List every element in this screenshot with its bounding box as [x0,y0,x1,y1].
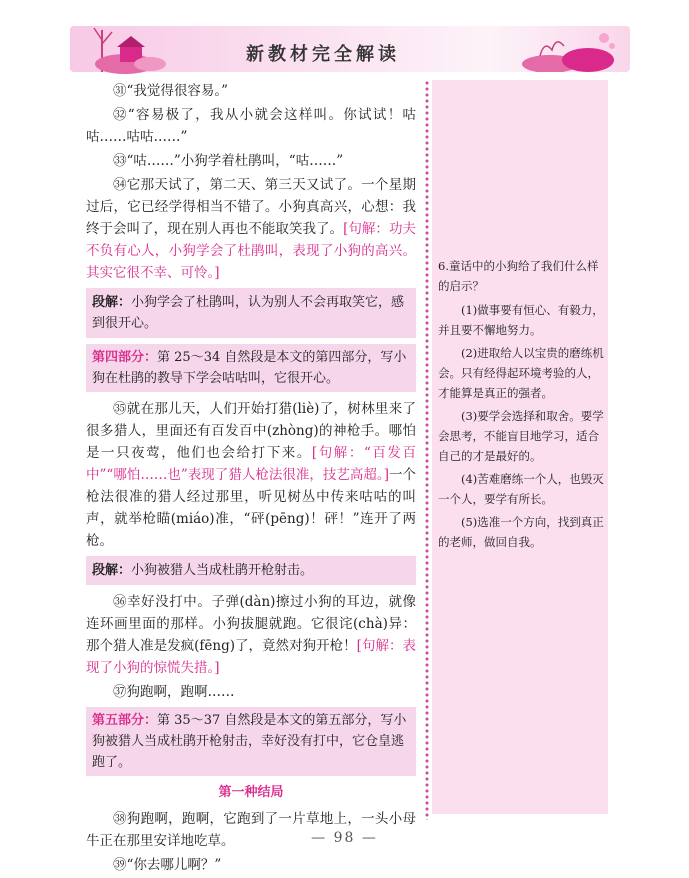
part-five-box [86,707,416,776]
paragraph-36 [86,591,416,679]
summary-text: 小狗被猎人当成杜鹃开枪射击。 [131,563,314,578]
side-notes-panel [432,80,608,814]
paragraph-31: ㉛“我觉得很容易。” [113,83,229,99]
summary-text: 小狗学会了杜鹃叫，认为别人不会再取笑它，感到很开心。 [92,295,405,331]
sentence-annotation: [句解：“百发百中”“哪怕……也”表现了猎人枪法很准，技艺高超。] [86,445,416,483]
paragraph-38: ㊳狗跑啊，跑啊，它跑到了一片草地上，一头小母牛正在那里安详地吃草。 [86,811,416,849]
paragraph-39: ㊴“你去哪儿啊？” [113,857,222,873]
sentence-annotation: [句解：表现了小狗的惊慌失措。] [86,638,416,676]
paragraph-34-text: ㉞它那天试了，第二天、第三天又试了。一个星期过后，它已经学得相当不错了。小狗真高兴，心想：我终于会叫了，现在别人再也不能取笑我了。 [86,177,416,237]
paragraph-35-text-b: 一个枪法很准的猎人经过那里，听见树丛中传来咕咕的叫声，就举枪瞄(miáo)准，“砰(pēng)！砰！”连开了两枪。 [86,467,416,549]
part-text: 第 25～34 自然段是本文的第四部分，写小狗在杜鹃的教导下学会咕咕叫，它很开心。 [92,350,407,386]
side-answer: (5)选准一个方向，找到真正的老师，做回自我。 [438,515,604,549]
page-header [0,0,689,78]
paragraph-33: ㉝“咕……”小狗学着杜鹃叫，“咕……” [113,153,344,169]
paragraph-summary-box [86,288,416,338]
summary-label: 段解： [92,563,132,578]
main-text-column [86,80,416,878]
side-answer: (3)要学会选择和取舍。要学会思考，不能盲目地学习，适合自己的才是最好的。 [438,409,604,463]
paragraph-summary-box [86,556,416,585]
paragraph-34 [86,174,416,284]
part-label: 第四部分： [92,350,158,365]
paragraph-36-text: ㊱幸好没打中。子弹(dàn)擦过小狗的耳边，就像连环画里面的那样。小狗拔腿就跑。它很诧(chà)异：那个猎人准是发疯(fēng)了，竟然对狗开枪！ [86,594,416,654]
summary-label: 段解： [92,295,132,310]
side-answer: (2)进取给人以宝贵的磨练机会。只有经得起环境考验的人，才能算是真正的强者。 [438,346,604,400]
house-tree-illustration-icon [80,22,170,74]
paragraph-35 [86,398,416,552]
side-answer: (1)做事要有恒心、有毅力，并且要不懈地努力。 [438,303,604,337]
header-title: 新教材完全解读 [246,44,400,65]
page-number: — 98 — [311,830,378,846]
side-question: 6.童话中的小狗给了我们什么样的启示？ [438,259,599,293]
part-four-box [86,344,416,392]
column-divider [425,80,429,820]
part-label: 第五部分： [92,713,158,728]
sentence-annotation: [句解：功夫不负有心人，小狗学会了杜鹃叫，表现了小狗的高兴。其实它很不幸、可怜。] [86,221,416,281]
paragraph-32: ㉜“容易极了，我从小就会这样叫。你试试！咕咕……咕咕……” [86,107,416,145]
side-notes-content [438,256,604,555]
side-answer: (4)苦难磨练一个人，也毁灭一个人，要学有所长。 [438,472,604,506]
section-title: 第一种结局 [218,785,284,800]
paragraph-35-text-a: ㉟就在那儿天，人们开始打猎(liè)了，树林里来了很多猎人，里面还有百发百中(zhòng)的神枪手。哪怕是一只夜莺，他们也会给打下来。 [86,401,416,461]
paragraph-37: ㊲狗跑啊，跑啊…… [113,684,235,700]
flower-hills-illustration-icon [520,26,620,72]
part-text: 第 35～37 自然段是本文的第五部分，写小狗被猎人当成杜鹃开枪射击，幸好没有打中，它仓皇逃跑了。 [92,713,407,770]
